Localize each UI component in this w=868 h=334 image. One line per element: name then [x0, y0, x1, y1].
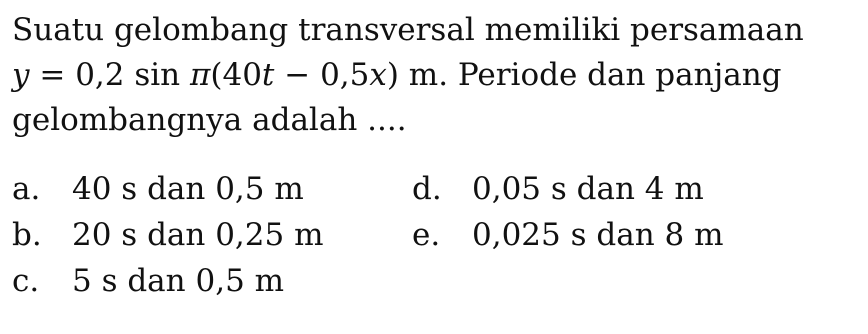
options-row-2 — [12, 212, 860, 258]
option-b-letter: b. — [12, 217, 42, 253]
option-c-letter: c. — [12, 263, 40, 299]
equation-var-t: t — [261, 57, 275, 93]
question-line-1: Suatu gelombang transversal memiliki persamaan — [12, 12, 804, 48]
question-line-2 — [12, 53, 860, 98]
option-b[interactable] — [12, 212, 323, 258]
equation-var-x: x — [369, 57, 387, 93]
equation-var-y: y — [12, 57, 30, 93]
option-d-letter: d. — [412, 171, 442, 207]
equation-part-2: (40 — [210, 57, 262, 93]
option-e[interactable] — [412, 212, 723, 258]
option-a[interactable] — [12, 166, 304, 212]
option-a-letter: a. — [12, 171, 41, 207]
equation-part-1: = 0,2 sin — [29, 57, 190, 93]
equation-tail: ) m. Periode dan panjang — [386, 57, 782, 93]
question-text — [12, 8, 860, 143]
question-line-3: gelombangnya adalah .... — [12, 102, 407, 138]
option-e-letter: e. — [412, 217, 441, 253]
answer-options — [12, 166, 860, 304]
option-d[interactable] — [412, 166, 704, 212]
options-row-3 — [12, 258, 860, 304]
equation-part-3: − 0,5 — [274, 57, 370, 93]
options-row-1 — [12, 166, 860, 212]
option-b-text: 20 s dan 0,25 m — [72, 217, 324, 253]
equation-var-pi: π — [190, 57, 211, 93]
option-c[interactable] — [12, 258, 284, 304]
option-d-text: 0,05 s dan 4 m — [472, 171, 704, 207]
option-a-text: 40 s dan 0,5 m — [72, 171, 304, 207]
option-e-text: 0,025 s dan 8 m — [472, 217, 724, 253]
option-c-text: 5 s dan 0,5 m — [72, 263, 285, 299]
